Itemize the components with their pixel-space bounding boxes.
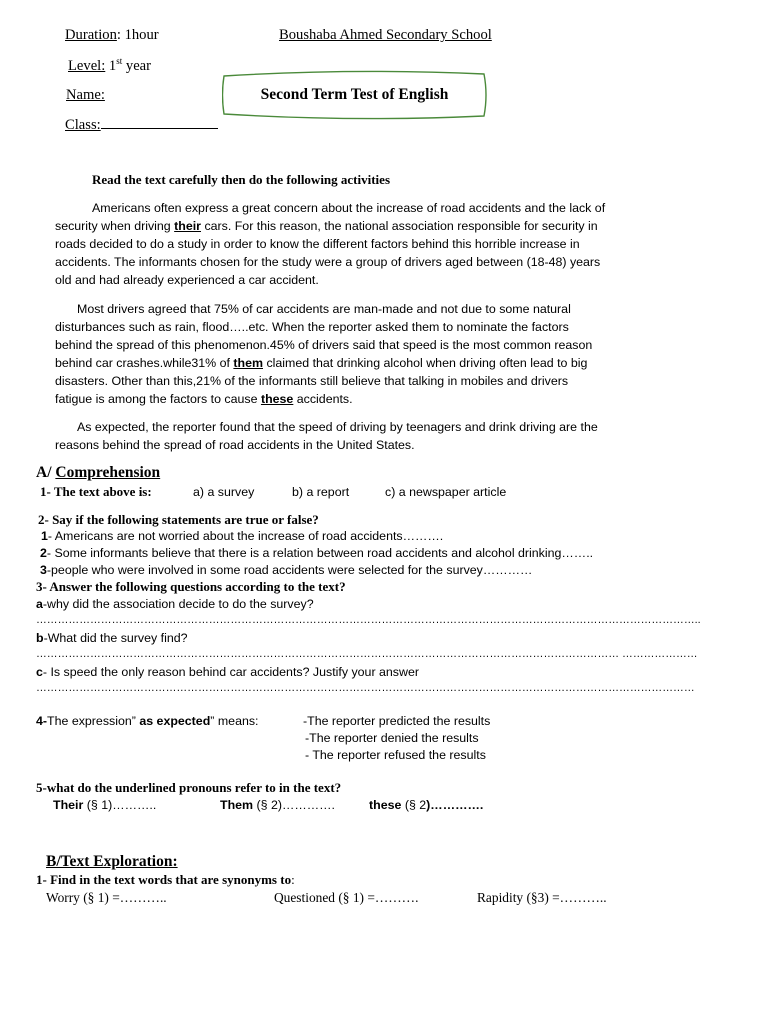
- underlined-these: these: [260, 392, 294, 407]
- duration-line: [65, 27, 159, 44]
- underlined-their: their: [174, 219, 201, 234]
- p2-line: Most drivers agreed that 75% of car accidents are man-made and not due to some natural: [77, 302, 571, 316]
- q4-expression: as expected: [139, 714, 211, 728]
- q2-item-2: 2- Some informants believe that there is a relation between road accidents and alcohol drinking……..: [40, 546, 594, 560]
- q3-question-b: b-What did the survey find?: [36, 631, 188, 645]
- synonym-rapidity: Rapidity (§3) =………..: [477, 890, 607, 905]
- p2-line: disasters. Other than this,21% of the informants still believe that talking in mobiles and drivers: [55, 374, 569, 389]
- b-q1-label: 1- Find in the text words that are synonyms to: [36, 872, 292, 887]
- p2-line: behind car crashes.while31% of them claimed that drinking alcohol when driving often lead to big: [55, 356, 588, 371]
- synonym-questioned: Questioned (§ 1) =……….: [274, 890, 419, 905]
- q5-item-these: these (§ 2)………….: [369, 798, 484, 812]
- q5-item-them: Them (§ 2)………….: [220, 798, 335, 812]
- instruction: Read the text carefully then do the following activities: [92, 172, 390, 187]
- q3-answer-line-a[interactable]: …………………………………………………………………………………………………………………………………………………………………..: [36, 614, 701, 626]
- duration-label: Duration: [65, 27, 117, 43]
- q1-option-b: b) a report: [292, 485, 350, 499]
- comprehension-heading: Comprehension: [55, 464, 161, 481]
- level-num: 1: [105, 57, 117, 74]
- p3-line: As expected, the reporter found that the speed of driving by teenagers and drink driving are the: [77, 420, 598, 434]
- synonym-worry: Worry (§ 1) =………..: [46, 890, 167, 905]
- name-label: Name:: [66, 87, 105, 103]
- q4-option-1: -The reporter predicted the results: [303, 714, 491, 728]
- p1-line: Americans often express a great concern about the increase of road accidents and the lack of: [92, 201, 606, 215]
- paragraph-1: [55, 199, 671, 289]
- q4-option-3: - The reporter refused the results: [305, 748, 486, 762]
- test-title: Second Term Test of English: [260, 86, 449, 103]
- p1-line: roads decided to do a study in order to know the different factors behind this horrible increase in: [55, 237, 580, 252]
- paragraph-2: [55, 300, 671, 409]
- paragraph-3: [55, 418, 671, 454]
- title-banner: [222, 70, 487, 120]
- school-name: Boushaba Ahmed Secondary School: [279, 27, 492, 43]
- q1-line: [40, 484, 152, 500]
- q3-answer-line-b[interactable]: ……………………………………………………………………………………………………………………………………………… …………………: [36, 648, 698, 660]
- p2-line: disturbances such as rain, flood…..etc. When the reporter asked them to nominate the factors: [55, 320, 569, 335]
- q5-label: 5-what do the underlined pronouns refer to in the text?: [36, 780, 342, 795]
- p3-line: reasons behind the spread of road accidents in the United States.: [55, 438, 415, 453]
- section-a-heading: A/ Comprehension: [36, 464, 161, 481]
- q1-option-c: c) a newspaper article: [385, 485, 507, 499]
- q2-item-3: 3-people who were involved in some road accidents were selected for the survey…………: [40, 563, 533, 577]
- b-q1-line: 1- Find in the text words that are synonyms to:: [36, 872, 295, 887]
- class-blank: [101, 116, 218, 129]
- level-word: year: [122, 57, 152, 74]
- section-b-heading: B/Text Exploration:: [46, 853, 178, 870]
- q3-label: 3- Answer the following questions according to the text?: [36, 579, 346, 594]
- q4-line: 4-The expression” as expected” means:: [36, 714, 259, 728]
- level-sup: st: [116, 56, 123, 66]
- underlined-them: them: [233, 356, 263, 371]
- p2-line: fatigue is among the factors to cause these accidents.: [55, 392, 353, 407]
- q1-option-a: a) a survey: [193, 485, 255, 499]
- p1-line: old and had already experienced a car accident.: [55, 273, 319, 288]
- q3-answer-line-c[interactable]: …………………………………………………………………………………………………………………………………………………………………: [36, 682, 695, 694]
- class-line: [65, 116, 218, 134]
- q3-question-a: a-why did the association decide to do the survey?: [36, 597, 314, 611]
- q2-item-1: 1- Americans are not worried about the increase of road accidents……….: [41, 529, 444, 543]
- level-line: [68, 56, 151, 75]
- q4-option-2: -The reporter denied the results: [305, 731, 479, 745]
- q3-question-c: c- Is speed the only reason behind car accidents? Justify your answer: [36, 665, 419, 679]
- q1-label: 1- The text above is:: [40, 484, 152, 499]
- level-label: Level:: [68, 57, 106, 74]
- q5-item-their: Their (§ 1)………..: [53, 798, 157, 812]
- p1-line: security when driving their cars. For this reason, the national association responsible for security in: [55, 219, 598, 234]
- p1-line: accidents. The informants chosen for the study were a group of drivers aged between (18-48) years: [55, 255, 601, 270]
- q2-label: 2- Say if the following statements are true or false?: [38, 512, 319, 527]
- p2-line: behind the spread of this phenomenon.45% of drivers said that speed is the most common reason: [55, 338, 593, 353]
- class-label: Class:: [65, 117, 101, 133]
- duration-value: : 1hour: [116, 27, 159, 43]
